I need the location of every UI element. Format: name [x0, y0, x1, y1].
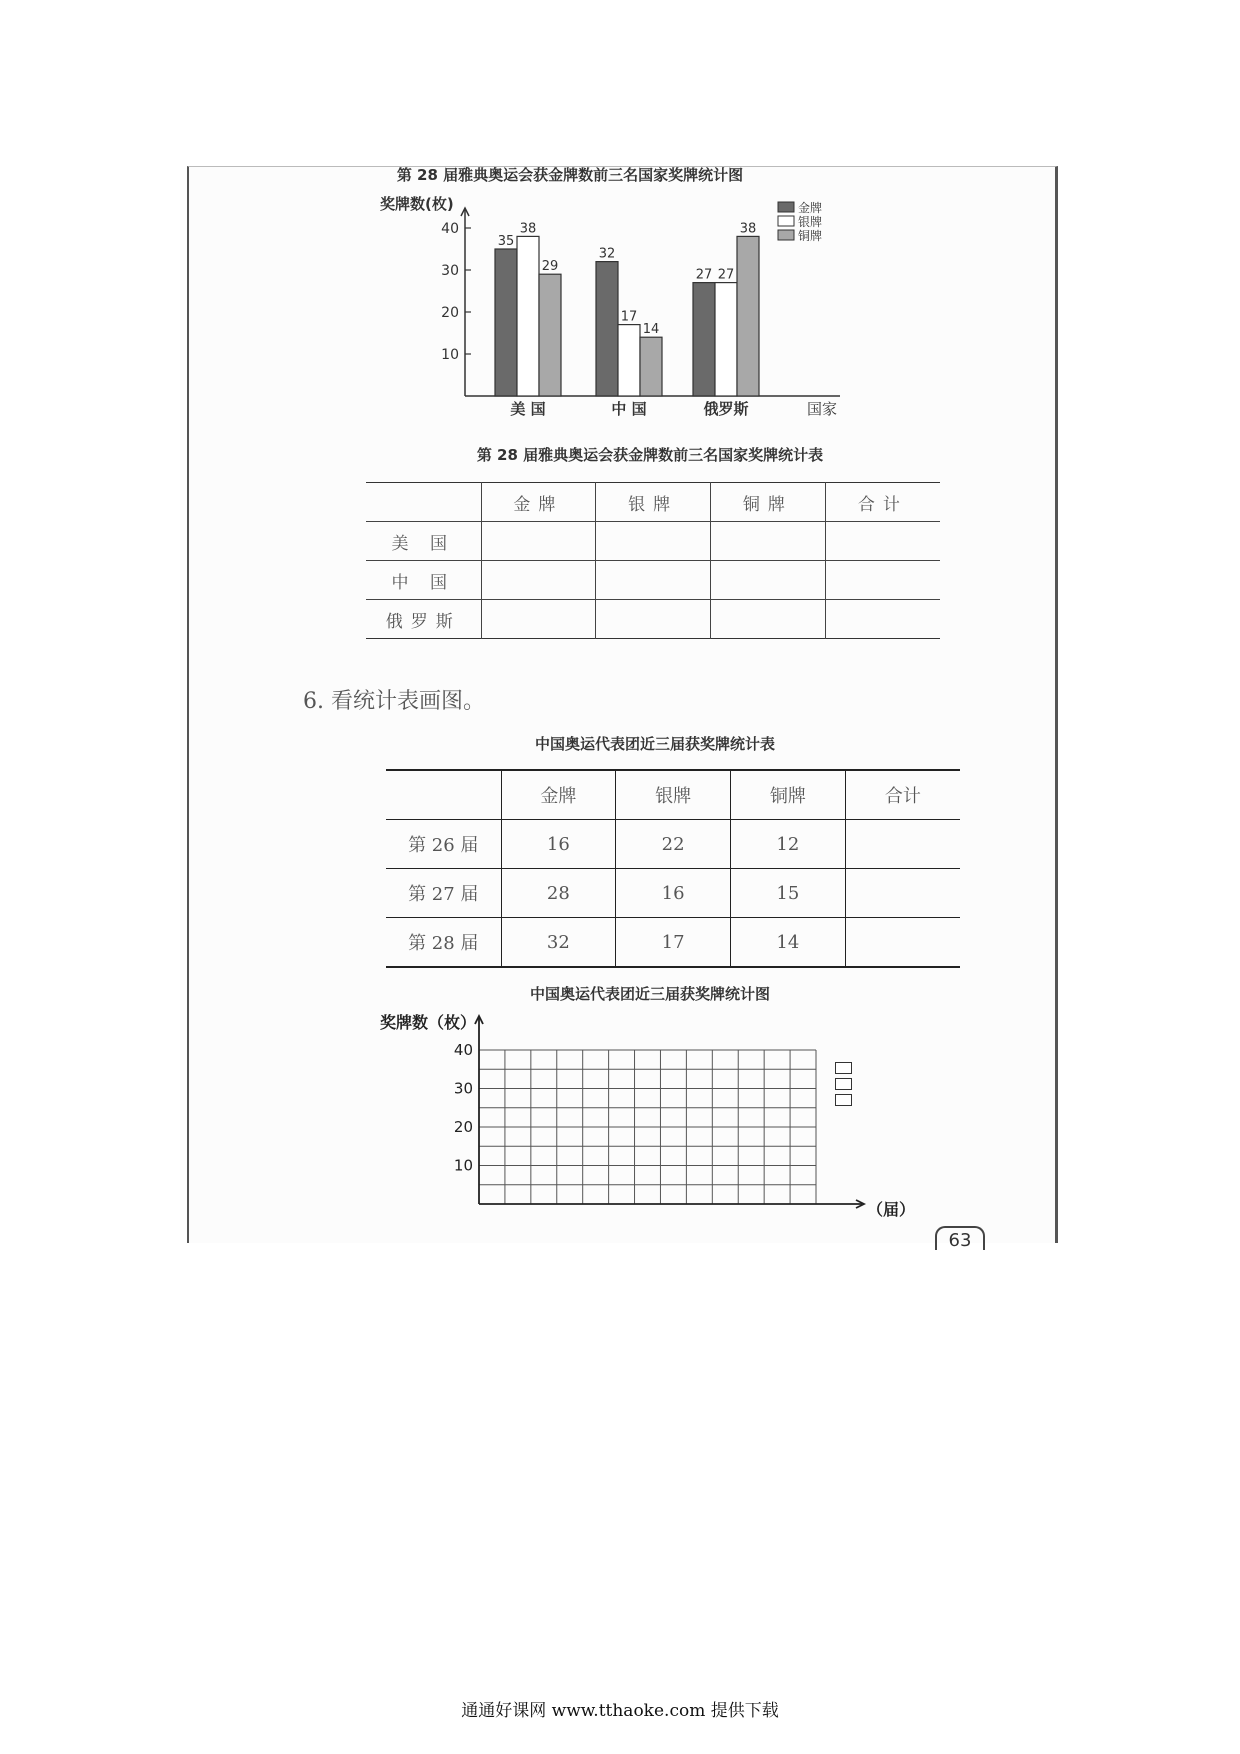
bar	[693, 283, 715, 396]
table-row	[386, 869, 960, 918]
data-label: 38	[739, 221, 757, 237]
answer-cell[interactable]	[711, 561, 826, 600]
x-tick-label: 中 国	[611, 400, 647, 418]
y-tick-label: 20	[441, 305, 459, 321]
data-label: 29	[541, 259, 559, 275]
answer-cell[interactable]	[596, 561, 711, 600]
table-row	[386, 820, 960, 869]
table2-header-gold: 金牌	[501, 770, 616, 820]
legend-label: 铜牌	[798, 229, 823, 243]
legend-box-1[interactable]	[835, 1062, 852, 1074]
table1-header-bronze: 铜牌	[711, 483, 826, 522]
row-label: 俄罗斯	[366, 600, 481, 639]
x-tick-label: 美 国	[510, 400, 546, 418]
footer-credit: 通通好课网 www.tthaoke.com 提供下载	[461, 1701, 779, 1721]
y-tick-label: 10	[453, 1156, 473, 1175]
table2-corner-cell	[386, 770, 501, 820]
bar	[715, 283, 737, 396]
bar	[517, 236, 539, 396]
gold-value: 16	[501, 820, 616, 869]
answer-cell[interactable]	[845, 869, 960, 918]
legend-boxes	[835, 1062, 852, 1110]
chart1-xlabel: 国家	[807, 400, 838, 418]
bronze-value: 15	[731, 869, 846, 918]
chart2-xlabel: （届）	[867, 1200, 916, 1219]
table-row	[366, 561, 940, 600]
chart2-title: 中国奥运代表团近三届获奖牌统计图	[529, 985, 770, 1003]
y-tick-label: 30	[453, 1079, 473, 1098]
table1-header-total: 合计	[825, 483, 940, 522]
table2-header-bronze: 铜牌	[731, 770, 846, 820]
table1-corner-cell	[366, 483, 481, 522]
y-tick-label: 10	[441, 347, 459, 363]
question-6: 6. 看统计表画图。	[303, 689, 485, 714]
y-tick-label: 30	[441, 263, 459, 279]
answer-cell[interactable]	[481, 522, 596, 561]
bar	[495, 249, 517, 396]
bar	[539, 274, 561, 396]
legend-box-3[interactable]	[835, 1094, 852, 1106]
legend-swatch	[778, 202, 794, 212]
row-label: 第 27 届	[386, 869, 501, 918]
bar	[618, 325, 640, 396]
data-label: 14	[642, 322, 660, 338]
silver-value: 17	[616, 918, 731, 968]
chart1-ylabel: 奖牌数(枚)	[380, 195, 454, 213]
answer-cell[interactable]	[825, 522, 940, 561]
answer-cell[interactable]	[825, 600, 940, 639]
table2-header-total: 合计	[845, 770, 960, 820]
bar	[596, 262, 618, 396]
table1-header-row	[366, 483, 940, 522]
data-label: 27	[717, 267, 735, 283]
data-label: 27	[695, 267, 713, 283]
row-label: 中 国	[366, 561, 481, 600]
legend-box-2[interactable]	[835, 1078, 852, 1090]
answer-cell[interactable]	[596, 522, 711, 561]
blank-grid-chart[interactable]	[380, 1006, 916, 1236]
table1-title: 第 28 届雅典奥运会获金牌数前三名国家奖牌统计表	[476, 446, 824, 464]
answer-cell[interactable]	[825, 561, 940, 600]
table2-header-row	[386, 770, 960, 820]
medal-bar-chart	[370, 188, 860, 428]
china-medal-table	[386, 769, 960, 968]
y-tick-label: 40	[453, 1041, 473, 1059]
bronze-value: 14	[731, 918, 846, 968]
legend-label: 银牌	[798, 215, 823, 229]
y-tick-label: 20	[453, 1118, 473, 1136]
answer-cell[interactable]	[481, 600, 596, 639]
table-row	[386, 918, 960, 968]
answer-cell[interactable]	[481, 561, 596, 600]
row-label: 第 28 届	[386, 918, 501, 968]
row-label: 美 国	[366, 522, 481, 561]
gold-value: 32	[501, 918, 616, 968]
page-number: 63	[935, 1226, 985, 1250]
table1-header-gold: 金牌	[481, 483, 596, 522]
chart2-ylabel: 奖牌数（枚）	[380, 1013, 477, 1032]
table1-header-silver: 银牌	[596, 483, 711, 522]
answer-cell[interactable]	[711, 522, 826, 561]
bar	[640, 337, 662, 396]
legend-label: 金牌	[798, 201, 823, 215]
data-label: 32	[598, 246, 616, 262]
medal-summary-table	[366, 482, 940, 639]
silver-value: 16	[616, 869, 731, 918]
chart1-title: 第 28 届雅典奥运会获金牌数前三名国家奖牌统计图	[396, 166, 744, 184]
data-label: 38	[519, 221, 537, 237]
table2-header-silver: 银牌	[616, 770, 731, 820]
answer-cell[interactable]	[596, 600, 711, 639]
y-tick-label: 40	[441, 221, 459, 237]
answer-cell[interactable]	[845, 918, 960, 968]
bar	[737, 236, 759, 396]
data-label: 35	[497, 234, 515, 249]
row-label: 第 26 届	[386, 820, 501, 869]
data-label: 17	[620, 309, 638, 325]
legend-swatch	[778, 216, 794, 226]
silver-value: 22	[616, 820, 731, 869]
bronze-value: 12	[731, 820, 846, 869]
answer-cell[interactable]	[711, 600, 826, 639]
x-tick-label: 俄罗斯	[703, 400, 749, 418]
table2-title: 中国奥运代表团近三届获奖牌统计表	[534, 735, 775, 753]
table-row	[366, 600, 940, 639]
answer-cell[interactable]	[845, 820, 960, 869]
legend-swatch	[778, 230, 794, 240]
gold-value: 28	[501, 869, 616, 918]
table-row	[366, 522, 940, 561]
